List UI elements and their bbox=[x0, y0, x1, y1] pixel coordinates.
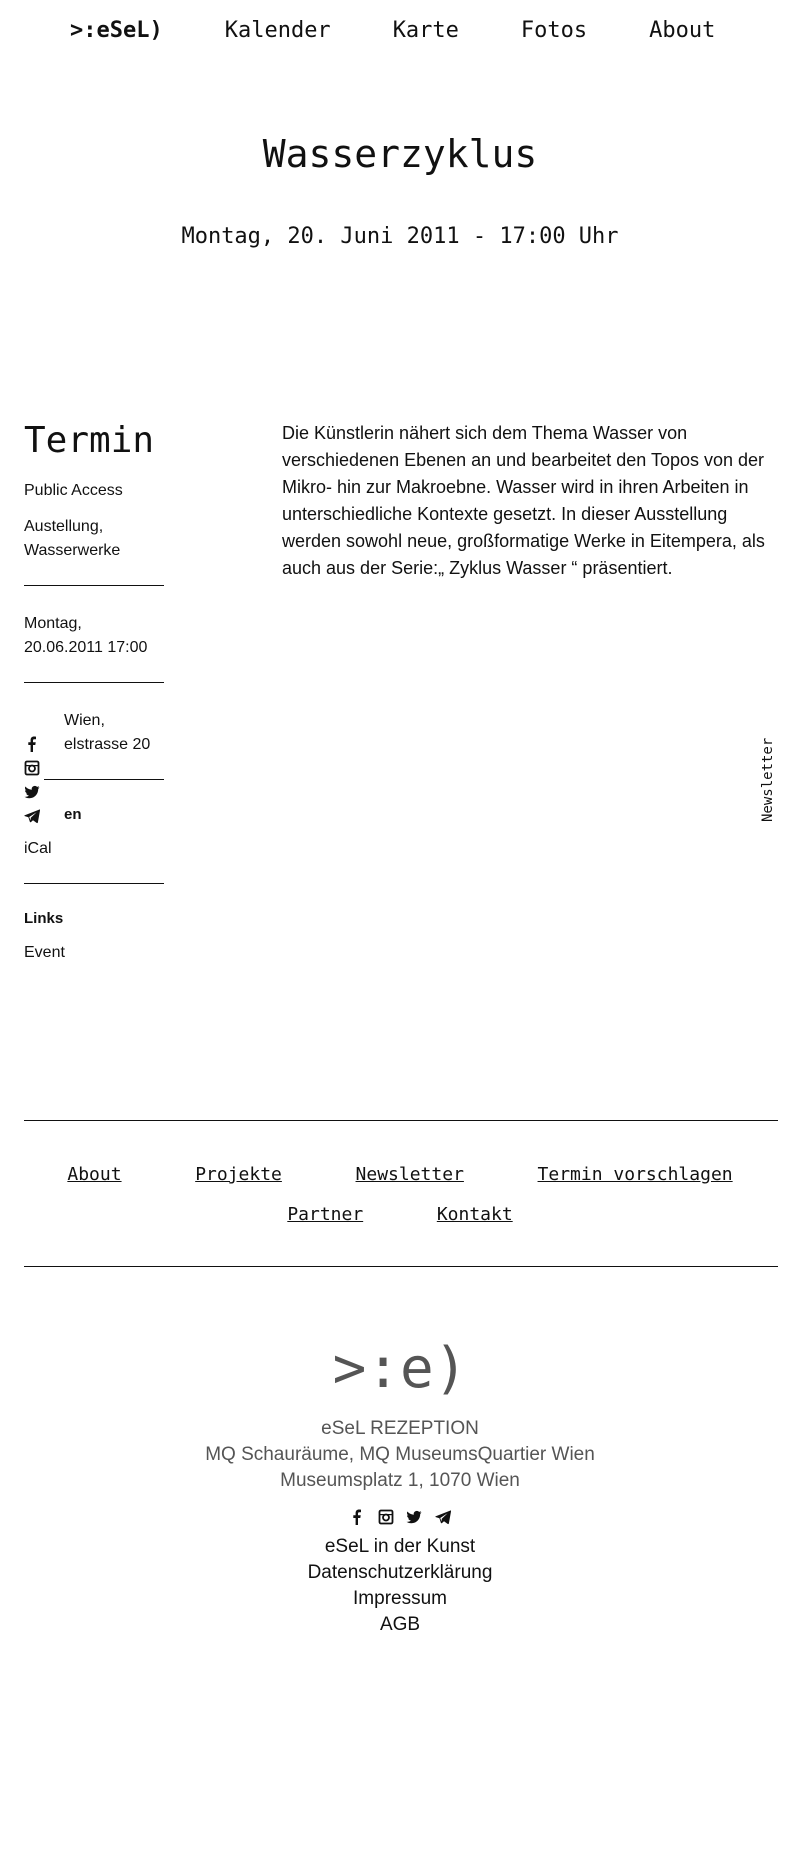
newsletter-side-tab[interactable]: Newsletter bbox=[760, 737, 776, 822]
footer-nav-row1 bbox=[0, 1164, 800, 1185]
footer-link-agb[interactable]: AGB bbox=[379, 1614, 421, 1635]
footer-link-datenschutz[interactable]: Datenschutzerklärung bbox=[307, 1562, 493, 1583]
page-title: Wasserzyklus bbox=[262, 132, 538, 176]
links-label: Links bbox=[24, 910, 64, 927]
footer-link-partner[interactable]: Partner bbox=[287, 1204, 364, 1225]
footer-divider-top bbox=[24, 1120, 778, 1121]
footer-address bbox=[0, 1416, 800, 1494]
ical-link[interactable]: iCal bbox=[24, 840, 52, 857]
footer-link-newsletter[interactable]: Newsletter bbox=[355, 1164, 464, 1185]
location-line1: Wien, bbox=[64, 712, 105, 729]
nav-about[interactable]: About bbox=[649, 18, 716, 43]
instagram-icon[interactable] bbox=[378, 1509, 394, 1525]
address-venue: MQ Schauräume, MQ MuseumsQuartier Wien bbox=[205, 1444, 595, 1465]
event-description: Die Künstlerin nähert sich dem Thema Wasser von verschiedenen Ebenen an und bearbeitet den Topos von der Mikro- hin zur Makroebne. Wasser wird in ihren Arbeiten in unterschiedliche Kontexte gesetzt. In dieser Ausstellung werden sowohl neue, großformatige Werke in Eitempera, als auch aus der Serie:„ Zyklus Wasser “ präsentiert. bbox=[282, 423, 765, 578]
sidebar-divider bbox=[24, 883, 164, 884]
event-sidebar bbox=[24, 420, 164, 977]
export-label: en bbox=[64, 806, 82, 823]
nav-karte[interactable]: Karte bbox=[392, 18, 459, 43]
sidebar-divider bbox=[24, 779, 164, 780]
footer-link-kontakt[interactable]: Kontakt bbox=[436, 1204, 513, 1225]
footer-links bbox=[0, 1534, 800, 1638]
nav-fotos[interactable]: Fotos bbox=[520, 18, 588, 43]
footer-logo[interactable]: >:e) bbox=[332, 1336, 468, 1401]
category-label: Austellung, Wasserwerke bbox=[24, 518, 121, 559]
location-line2: elstrasse 20 bbox=[64, 736, 151, 753]
footer-nav-row2 bbox=[0, 1204, 800, 1225]
footer-social-icons bbox=[0, 1508, 800, 1526]
footer-link-about[interactable]: About bbox=[67, 1164, 122, 1185]
facebook-icon[interactable] bbox=[24, 736, 40, 752]
facebook-icon[interactable] bbox=[349, 1509, 365, 1525]
access-label: Public Access bbox=[24, 482, 123, 499]
footer-link-termin-vorschlagen[interactable]: Termin vorschlagen bbox=[537, 1164, 733, 1185]
site-logo[interactable]: >:eSeL) bbox=[70, 18, 163, 43]
sidebar-divider bbox=[24, 585, 164, 586]
event-link[interactable]: Event bbox=[24, 944, 65, 961]
telegram-icon[interactable] bbox=[435, 1509, 451, 1525]
footer-link-kunst[interactable]: eSeL in der Kunst bbox=[324, 1536, 476, 1557]
sidebar-heading: Termin bbox=[24, 420, 155, 461]
social-share-column bbox=[24, 736, 44, 832]
address-street: Museumsplatz 1, 1070 Wien bbox=[280, 1470, 520, 1491]
instagram-icon[interactable] bbox=[24, 760, 40, 776]
event-datetime: Montag, 20.06.2011 17:00 bbox=[24, 615, 148, 656]
footer-divider-bottom bbox=[24, 1266, 778, 1267]
footer-link-impressum[interactable]: Impressum bbox=[353, 1588, 447, 1609]
top-nav bbox=[70, 18, 777, 43]
sidebar-divider bbox=[24, 682, 164, 683]
twitter-icon[interactable] bbox=[24, 784, 40, 800]
footer-link-projekte[interactable]: Projekte bbox=[195, 1164, 282, 1185]
telegram-icon[interactable] bbox=[24, 808, 40, 824]
address-name: eSeL REZEPTION bbox=[321, 1418, 479, 1439]
event-date-line: Montag, 20. Juni 2011 - 17:00 Uhr bbox=[181, 224, 619, 249]
twitter-icon[interactable] bbox=[406, 1509, 422, 1525]
nav-kalender[interactable]: Kalender bbox=[224, 18, 331, 43]
